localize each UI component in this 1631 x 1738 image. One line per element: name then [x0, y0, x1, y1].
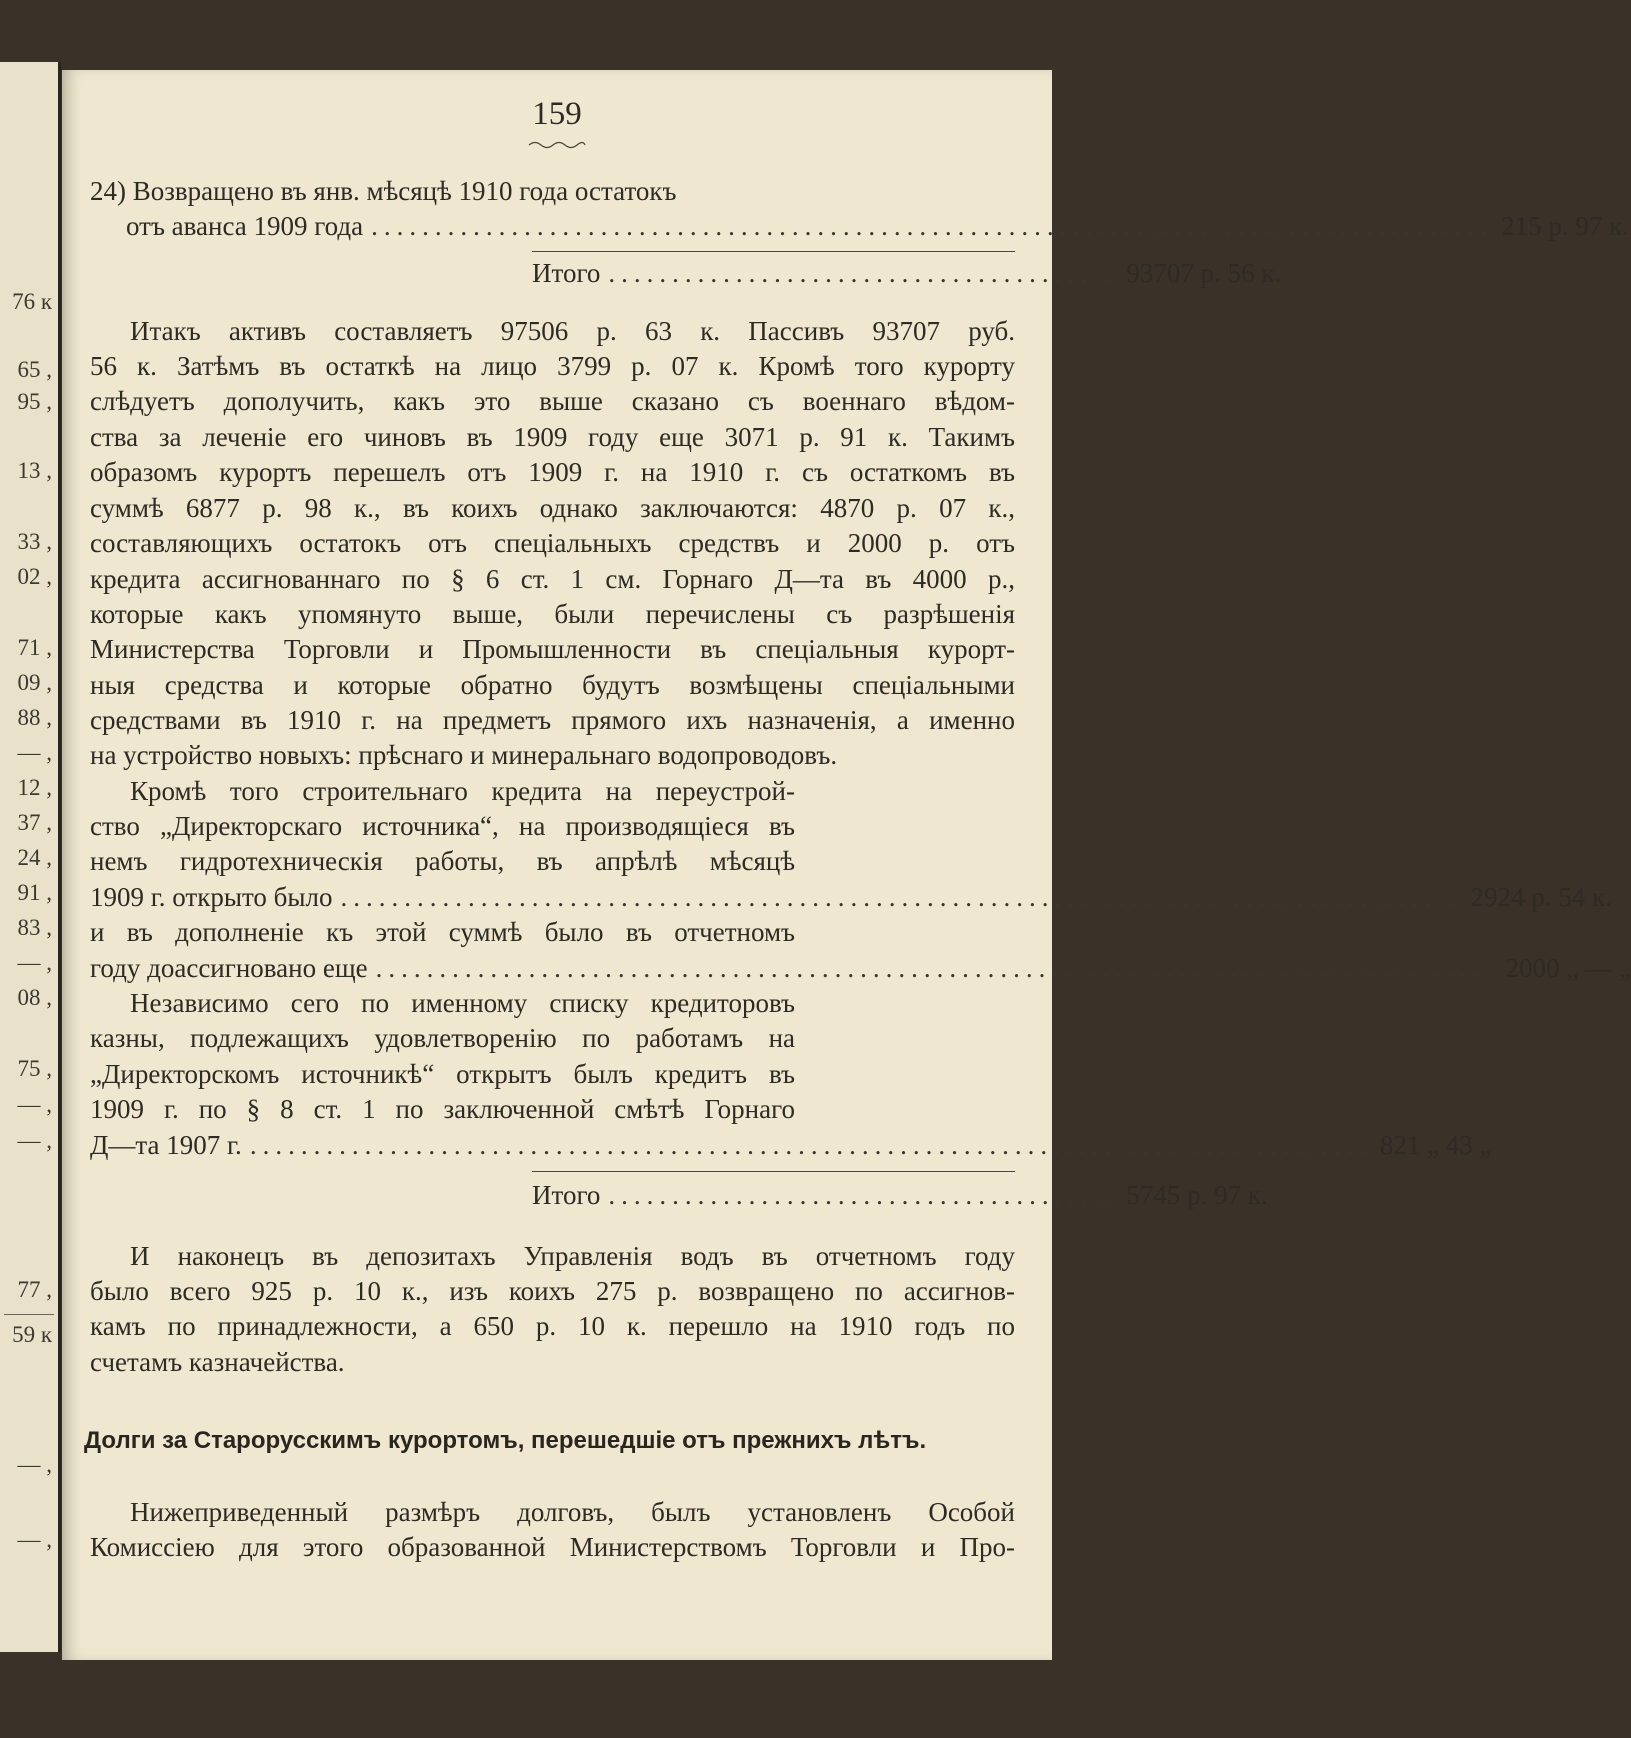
- margin-figure: 95 ,: [17, 389, 52, 414]
- paragraph-line: образомъ курортъ перешелъ отъ 1909 г. на 1910 г. съ остаткомъ въ: [90, 457, 1015, 487]
- item-24-entry: [90, 208, 1629, 244]
- leader-dots: ........................................: [608, 1180, 1119, 1210]
- paragraph-line: суммѣ 6877 р. 98 к., въ коихъ однако заключаются: 4870 р. 07 к.,: [90, 493, 1015, 523]
- paragraph-line: Итакъ активъ составляетъ 97506 р. 63 к. Пассивъ 93707 руб.: [130, 316, 1015, 346]
- margin-figure: 76 к: [12, 289, 52, 314]
- margin-figure: 33 ,: [17, 529, 52, 554]
- leader-dots: ........................................: [608, 258, 1119, 288]
- paragraph-line: на устройство новыхъ: прѣснаго и минеральнаго водопроводовъ.: [90, 740, 838, 770]
- entry-text: году доассигновано еще: [90, 953, 368, 983]
- paragraph-line: ныя средства и которые обратно будутъ возмѣщены спеціальными: [90, 670, 1015, 700]
- paragraph-line: которые какъ упомянуто выше, были перечислены съ разрѣшенія: [90, 599, 1015, 629]
- margin-figure: — ,: [17, 1092, 52, 1117]
- margin-figure: 83 ,: [17, 915, 52, 940]
- leader-dots: ........................................................................................: [375, 953, 1498, 983]
- entry-text: 1909 г. открыто было: [90, 882, 333, 912]
- credit-line: Независимо сего по именному списку кредиторовъ: [130, 988, 795, 1018]
- credit-line: немъ гидротехническія работы, въ апрѣлѣ мѣсяцѣ: [90, 846, 795, 876]
- credit-line: Кромѣ того строительнаго кредита на переустрой-: [130, 776, 795, 806]
- paragraph-line: Министерства Торговли и Промышленности въ спеціальныя курорт-: [90, 634, 1015, 664]
- wavy-ornament-icon: [527, 140, 587, 150]
- entry-amount: 821 „ 43 „: [1379, 1130, 1492, 1160]
- paragraph-line: было всего 925 р. 10 к., изъ коихъ 275 р. возвращено по ассигнов-: [90, 1276, 1015, 1306]
- margin-figure: 88 ,: [17, 705, 52, 730]
- paragraph-line: камъ по принадлежности, а 650 р. 10 к. перешло на 1910 годъ по: [90, 1311, 1015, 1341]
- total-row: [532, 255, 1282, 291]
- credit-line: 1909 г. по § 8 ст. 1 по заключенной смѣтѣ Горнаго: [90, 1094, 795, 1124]
- entry-text: Д—та 1907 г.: [90, 1130, 242, 1160]
- margin-figure: — ,: [17, 740, 52, 765]
- item-24-line: 24) Возвращено въ янв. мѣсяцѣ 1910 года остатокъ: [90, 176, 677, 206]
- total-row: [532, 1177, 1268, 1213]
- margin-figure: 13 ,: [17, 458, 52, 483]
- credit-line: казны, подлежащихъ удовлетворенію по работамъ на: [90, 1023, 795, 1053]
- margin-rule: [4, 1314, 54, 1315]
- paragraph-line: И наконецъ въ депозитахъ Управленія водъ въ отчетномъ году: [130, 1241, 1015, 1271]
- page-number: 159: [532, 96, 582, 132]
- margin-figure: 37 ,: [17, 810, 52, 835]
- margin-figure: 65 ,: [17, 357, 52, 382]
- entry-text: отъ аванса 1909 года: [126, 211, 364, 241]
- margin-figure: 12 ,: [17, 775, 52, 800]
- margin-figure: 59 к: [12, 1322, 52, 1347]
- margin-figure: 24 ,: [17, 845, 52, 870]
- margin-figure: — ,: [17, 950, 52, 975]
- paragraph-line: 56 к. Затѣмъ въ остаткѣ на лицо 3799 р. 07 к. Кромѣ того курорту: [90, 351, 1015, 381]
- total-label: Итого: [532, 258, 601, 288]
- leader-dots: ........................................................................................: [340, 882, 1463, 912]
- book-page: [62, 70, 1631, 1660]
- margin-figure: 71 ,: [17, 635, 52, 660]
- margin-figure: 91 ,: [17, 880, 52, 905]
- margin-figure: 08 ,: [17, 985, 52, 1010]
- credit-line: и въ дополненіе къ этой суммѣ было въ отчетномъ: [90, 917, 795, 947]
- section-heading: Долги за Старорусскимъ курортомъ, перешедшіе отъ прежнихъ лѣтъ.: [84, 1427, 927, 1454]
- credit-entry: [90, 879, 1612, 915]
- credit-entry: [90, 950, 1631, 986]
- entry-amount: 2924 р. 54 к.: [1470, 882, 1612, 912]
- sum-rule: [532, 1171, 1015, 1172]
- total-amount: 93707 р. 56 к.: [1126, 258, 1282, 288]
- paragraph-line: счетамъ казначейства.: [90, 1347, 345, 1377]
- entry-amount: 215 р. 97 к.: [1501, 211, 1629, 241]
- paragraph-line: Комиссіею для этого образованной Министерствомъ Торговли и Про-: [90, 1532, 1015, 1562]
- margin-figure: 02 ,: [17, 564, 52, 589]
- paragraph-line: слѣдуетъ дополучить, какъ это выше сказано съ военнаго вѣдом-: [90, 386, 1015, 416]
- paragraph-line: средствами въ 1910 г. на предметъ прямого ихъ назначенія, а именно: [90, 705, 1015, 735]
- margin-figure: — ,: [17, 1527, 52, 1552]
- margin-figure: — ,: [17, 1452, 52, 1477]
- leader-dots: ........................................................................................: [371, 211, 1494, 241]
- paragraph-line: Нижеприведенный размѣръ долговъ, былъ установленъ Особой: [130, 1497, 1015, 1527]
- credit-line: ство „Директорскаго источника“, на производящіеся въ: [90, 811, 795, 841]
- sum-rule: [532, 251, 1015, 252]
- paragraph-line: кредита ассигнованнаго по § 6 ст. 1 см. Горнаго Д—та въ 4000 р.,: [90, 564, 1015, 594]
- paragraph-line: ства за леченіе его чиновъ въ 1909 году еще 3071 р. 91 к. Такимъ: [90, 422, 1015, 452]
- total-amount: 5745 р. 97 к.: [1126, 1180, 1268, 1210]
- margin-figure: 09 ,: [17, 670, 52, 695]
- margin-figure: — ,: [17, 1128, 52, 1153]
- credit-line: „Директорскомъ источникѣ“ открытъ былъ кредитъ въ: [90, 1059, 795, 1089]
- margin-figure: 77 ,: [17, 1277, 52, 1302]
- paragraph-line: составляющихъ остатокъ отъ спеціальныхъ средствъ и 2000 р. отъ: [90, 528, 1015, 558]
- margin-figure: 75 ,: [17, 1056, 52, 1081]
- credit-entry: [90, 1127, 1492, 1163]
- total-label: Итого: [532, 1180, 601, 1210]
- entry-amount: 2000 „ — „: [1505, 953, 1631, 983]
- leader-dots: ........................................................................................: [249, 1130, 1372, 1160]
- facing-page-edge: [0, 62, 61, 1652]
